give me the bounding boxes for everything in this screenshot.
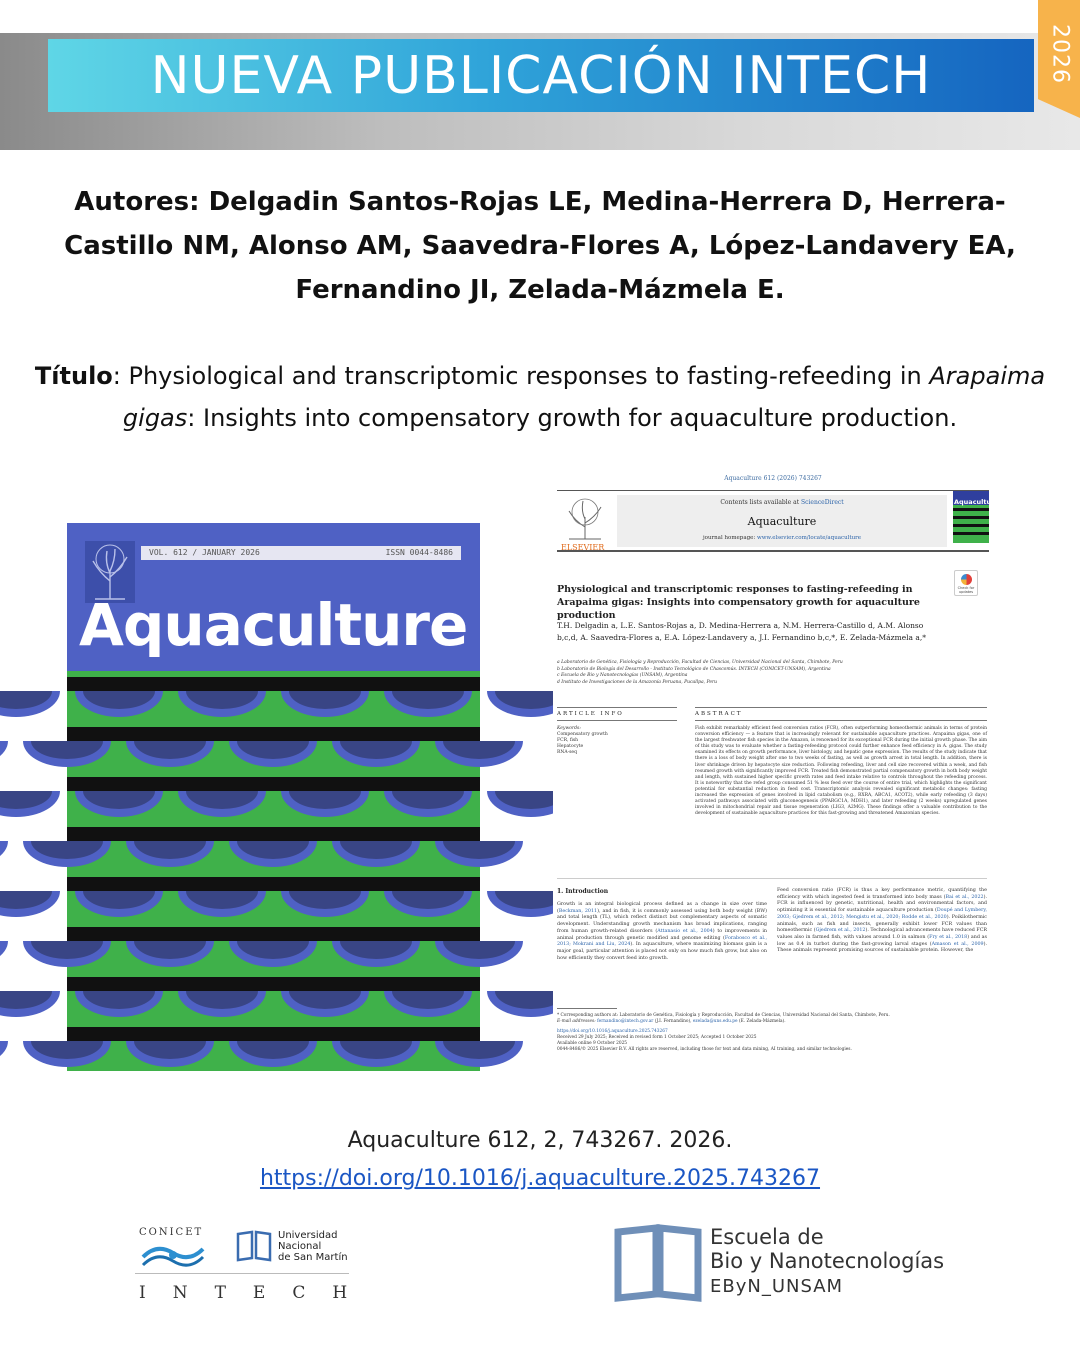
- title-text-before: : Physiological and transcriptomic responses to fasting-refeeding in: [112, 362, 930, 390]
- cover-stripe: [67, 1027, 480, 1041]
- unsam-line: Nacional: [278, 1241, 322, 1252]
- journal-reference: Aquaculture 612, 2, 743267. 2026.: [347, 1128, 733, 1153]
- article-footnotes: [557, 1013, 987, 1053]
- intro-heading: 1. Introduction: [557, 888, 609, 895]
- article-info-label: ARTICLE INFO: [557, 711, 624, 717]
- affiliation: b Laboratorio de Biología del Desarrollo - Instituto Tecnológico de Chascomús. INTECH (CONICET-UNSAM), Argentina: [557, 666, 831, 672]
- citation-link[interactable]: Attanasio et al., 2004: [657, 928, 713, 934]
- cover-volume-band: [141, 546, 461, 560]
- email-prefix: E-mail addresses:: [557, 1019, 598, 1024]
- cover-stripe: [67, 777, 480, 791]
- banner-title-bar: [48, 39, 1034, 112]
- unsam-line: de San Martín: [278, 1252, 348, 1263]
- journal-name: Aquaculture: [747, 515, 817, 528]
- citation-link[interactable]: Forabosco et al., 2013; Mokrani and Liu, 2024: [557, 935, 767, 948]
- cover-stripe: [67, 977, 480, 991]
- authors-text: Autores: Delgadin Santos-Rojas LE, Medina-Herrera D, Herrera-Castillo NM, Alonso AM, Saavedra-Flores A, López-Landavery EA, Fernandino JI, Zelada-Mázmela E.: [64, 187, 1016, 305]
- ebyn-line: Bio y Nanotecnologías: [710, 1249, 945, 1273]
- abstract-text: Fish exhibit remarkably efficient feed conversion ratios (FCR), often outperforming homeothermic animals in terms of protein conversion efficiency — a feature that is increasingly relevant for sustainable aquaculture practices. Arapaima gigas, one of the largest freshwater fish species in the Amazon, is renowned for its exceptional FCR during the initial growth phase. The aim of this study was to evaluate whether a fasting-refeeding protocol could further enhance feed efficiency in A. gigas. The study examined its effects on growth performance, liver histology, and hepatic gene expression. The results of the study indicate that there is a loss of body weight after one to two weeks of fasting, as well as growth arrest in total length. In addition, there is liver shrinkage driven by hepatocyte size reduction. Following refeeding, liver and cell size recovered within a week, and fish resumed growth with significantly improved FCR. Treated fish demonstrated partial compensatory growth in both body weight and length, with sustained higher specific growth rates and feed intake relative to controls throughout the refeeding process. It is noteworthy that the refed group consumed 51 % less feed over the course of entire trial, which highlights the significant potential for substantial reduction in feed cost. Transcriptomic analysis revealed significant metabolic changes: fasting increased the expression of genes involved in lipid catabolism (e.g., RXRA, ABCA1, ACOT2), while early refeeding (3 days) activated pathways associated with gluconeogenesis (PPARGC1A, MDH1), and later refeeding (2 weeks) upregulated genes involved in mitochondrial repair and tissue regeneration (LIG3, A2MG). These findings offer a valuable contribution to the development of sustainable aquaculture practices for this fast-growing and threatened Amazonian species.: [695, 726, 987, 817]
- footnote-emails: [557, 1019, 987, 1025]
- citation-link[interactable]: Bai et al., 2022: [945, 894, 984, 900]
- cover-arc: [0, 1041, 8, 1067]
- title-label: Título: [34, 362, 113, 390]
- article-header: [557, 490, 999, 552]
- intro-text: ). These animals represent promising sources of sustainable protein. However, the: [777, 941, 988, 954]
- ebyn-logo: [612, 1222, 972, 1304]
- cover-wave-artwork: [67, 671, 480, 1071]
- citation-link[interactable]: Amason et al., 2009: [931, 941, 984, 947]
- citation-link[interactable]: Fry et al., 2018: [929, 934, 968, 940]
- contents-line: [617, 499, 947, 506]
- article-info-rule-2: [557, 720, 677, 721]
- banner-title: NUEVA PUBLICACIÓN INTECH: [150, 45, 932, 106]
- article-authors: T.H. Delgadin a, L.E. Santos-Rojas a, D. Medina-Herrera a, N.M. Herrera-Castillo d, A.M. Alonso b,c,d, A. Saavedra-Flores a, E.A. López-Landavery a, J.I. Fernandino b,c,*, E. Zelada-Mázmela a,*: [557, 621, 927, 642]
- homepage-prefix: journal homepage:: [702, 535, 757, 541]
- journal-header-box: [617, 495, 947, 547]
- email-link[interactable]: fernandino@intech.gov.ar: [597, 1019, 654, 1024]
- check-updates-badge[interactable]: Check for updates: [954, 570, 978, 596]
- cover-stripe: [67, 927, 480, 941]
- sciencedirect-link[interactable]: ScienceDirect: [801, 499, 844, 506]
- cover-arc: [0, 841, 8, 867]
- conicet-unsam-intech-logo: [135, 1225, 375, 1310]
- intro-text: ). In aquaculture, where maximizing biomass gain is a major goal, particular attention is placed not only on how much fish grow, but also on how efficiently they convert feed into growth.: [557, 942, 768, 961]
- intro-text: ). Technological advancements have reduced FCR values also in farmed fish, with values around 1.0 in salmon (: [777, 928, 988, 940]
- footnote-doi-link[interactable]: https://doi.org/10.1016/j.aquaculture.2025.743267: [557, 1029, 668, 1034]
- title-species: Arapaima gigas: [122, 362, 1046, 432]
- keyword: FCR, fish: [557, 738, 579, 743]
- affiliation: a Laboratorio de Genética, Fisiología y Reproducción, Facultad de Ciencias, Universidad Nacional del Santa, Chimbote, Peru: [557, 660, 843, 665]
- email-link[interactable]: ezelada@uns.edu.pe: [692, 1019, 738, 1024]
- intech-wordmark: INTECH: [139, 1283, 375, 1303]
- footnote-corresponding: * Corresponding authors at: Laboratorio de Genética, Fisiología y Reproducción, Facultad de Ciencias, Universidad Nacional del Santa, Chimbote, Peru.: [557, 1013, 890, 1018]
- cover-stripe: [67, 877, 480, 891]
- intro-text: Growth is an integral biological process defined as a change in size over time (: [557, 902, 767, 914]
- cover-arc: [0, 741, 8, 767]
- keyword: Compensatory growth: [557, 732, 608, 737]
- intro-right-column: [777, 888, 987, 955]
- mini-cover-title: Aquaculture: [954, 498, 999, 506]
- citation-link[interactable]: Doupé and Lymbery, 2003; Gjedrem et al., 2012; Mengistu et al., 2020; Rodde et al., 2020: [777, 908, 988, 920]
- elsevier-wordmark: ELSEVIER: [561, 543, 605, 552]
- title-text-after: : Insights into compensatory growth for aquaculture production.: [187, 404, 958, 432]
- footnote-available: Available online 9 October 2025: [557, 1041, 628, 1046]
- citation-link[interactable]: Gjedrem et al., 2012: [815, 928, 866, 934]
- article-title: Physiological and transcriptomic responses to fasting-refeeding in Arapaima gigas: Insights into compensatory growth for aquaculture production: [557, 584, 920, 621]
- conicet-wave-icon: [139, 1239, 207, 1271]
- abstract-rule-2: [695, 720, 987, 721]
- footnote-received: Received 29 July 2025; Received in revised form 1 October 2025; Accepted 1 October 2025: [557, 1035, 757, 1040]
- year-label: 2026: [1047, 24, 1073, 84]
- email-owner: (E. Zelada-Mázmela).: [737, 1019, 786, 1024]
- intro-text: ) and as low as 0.4 in turbot during the fast-growing larval stages (: [777, 934, 988, 947]
- article-citation: Aquaculture 612 (2026) 743267: [724, 475, 822, 482]
- footnote-rights: 0044-8486/© 2025 Elsevier B.V. All rights are reserved, including those for text and data mining, AI training, and similar technologies.: [557, 1047, 852, 1052]
- elsevier-logo-icon: [559, 495, 611, 547]
- publication-title: [20, 355, 1060, 439]
- intro-text: ). Poikilothermic animals, such as fish and insects, generally exhibit lower FCR values than homeothermic (: [777, 914, 987, 934]
- cover-issn: ISSN 0044-8486: [385, 548, 453, 557]
- doi-link[interactable]: https://doi.org/10.1016/j.aquaculture.2025.743267: [259, 1166, 821, 1191]
- ebyn-handle: EByN_UNSAM: [710, 1276, 844, 1297]
- cover-volume: VOL. 612 / JANUARY 2026: [149, 548, 260, 557]
- mini-journal-cover: [953, 491, 999, 543]
- homepage-link[interactable]: www.elsevier.com/locate/aquaculture: [756, 535, 862, 541]
- affiliation: c Escuela de Bio y Nanotecnologías (UNSAM), Argentina: [557, 673, 688, 678]
- affiliation: d Instituto de Investigaciones de la Amazonía Peruana, Pucallpa, Peru: [557, 679, 718, 685]
- ebyn-book-icon: [614, 1224, 702, 1302]
- contents-prefix: Contents lists available at: [720, 499, 802, 506]
- intro-text: ), and in fish, it is commonly assessed using both body weight (BW) and total length (TL), which reflect distinct but complementary aspects of somatic development. Understanding growth mechanism has broad implications, ranging from human growth-related disorders (: [557, 908, 767, 934]
- conicet-wordmark: CONICET: [139, 1227, 204, 1238]
- cover-stripe: [67, 677, 480, 691]
- journal-cover: [67, 523, 480, 1071]
- unsam-book-icon: [235, 1228, 273, 1262]
- keywords-block: [557, 726, 677, 756]
- keyword: Hepatocyte: [557, 744, 584, 749]
- cover-stripe: [67, 827, 480, 841]
- cover-title: Aquaculture: [79, 591, 468, 659]
- intro-text: ). FCR is influenced by genetic, nutritional, health and environmental factors, and optimizing it is essential for sustainable aquaculture production (: [777, 894, 987, 914]
- abstract-rule: [695, 707, 987, 708]
- citation-link[interactable]: Beckman, 2011: [558, 908, 598, 914]
- cover-stripe: [67, 727, 480, 741]
- homepage-line: [617, 535, 947, 541]
- ebyn-line: Escuela de: [710, 1225, 824, 1249]
- unsam-wordmark: [278, 1230, 348, 1263]
- logo-divider: [135, 1273, 349, 1274]
- email-owner: (J.I. Fernandino),: [653, 1019, 693, 1024]
- keywords-label: Keywords:: [557, 726, 581, 731]
- article-affiliations: [557, 660, 977, 686]
- intro-divider: [557, 878, 987, 879]
- intro-left-column: [557, 902, 767, 962]
- mini-cover-art: [953, 505, 989, 543]
- cover-arc: [0, 941, 8, 967]
- article-info-rule: [557, 707, 677, 708]
- keyword: RNA-seq: [557, 750, 577, 755]
- intro-text: Feed conversion ratio (FCR) is thus a key performance metric, quantifying the efficiency with which ingested feed is transformed into body mass (: [777, 888, 987, 900]
- unsam-line: Universidad: [278, 1230, 338, 1241]
- intro-text: ) to improvements in animal production through genetic modified and genome editing (: [557, 928, 767, 941]
- article-first-page: [553, 470, 999, 1075]
- footnote-rule: [557, 1008, 617, 1009]
- abstract-label: ABSTRACT: [695, 711, 743, 717]
